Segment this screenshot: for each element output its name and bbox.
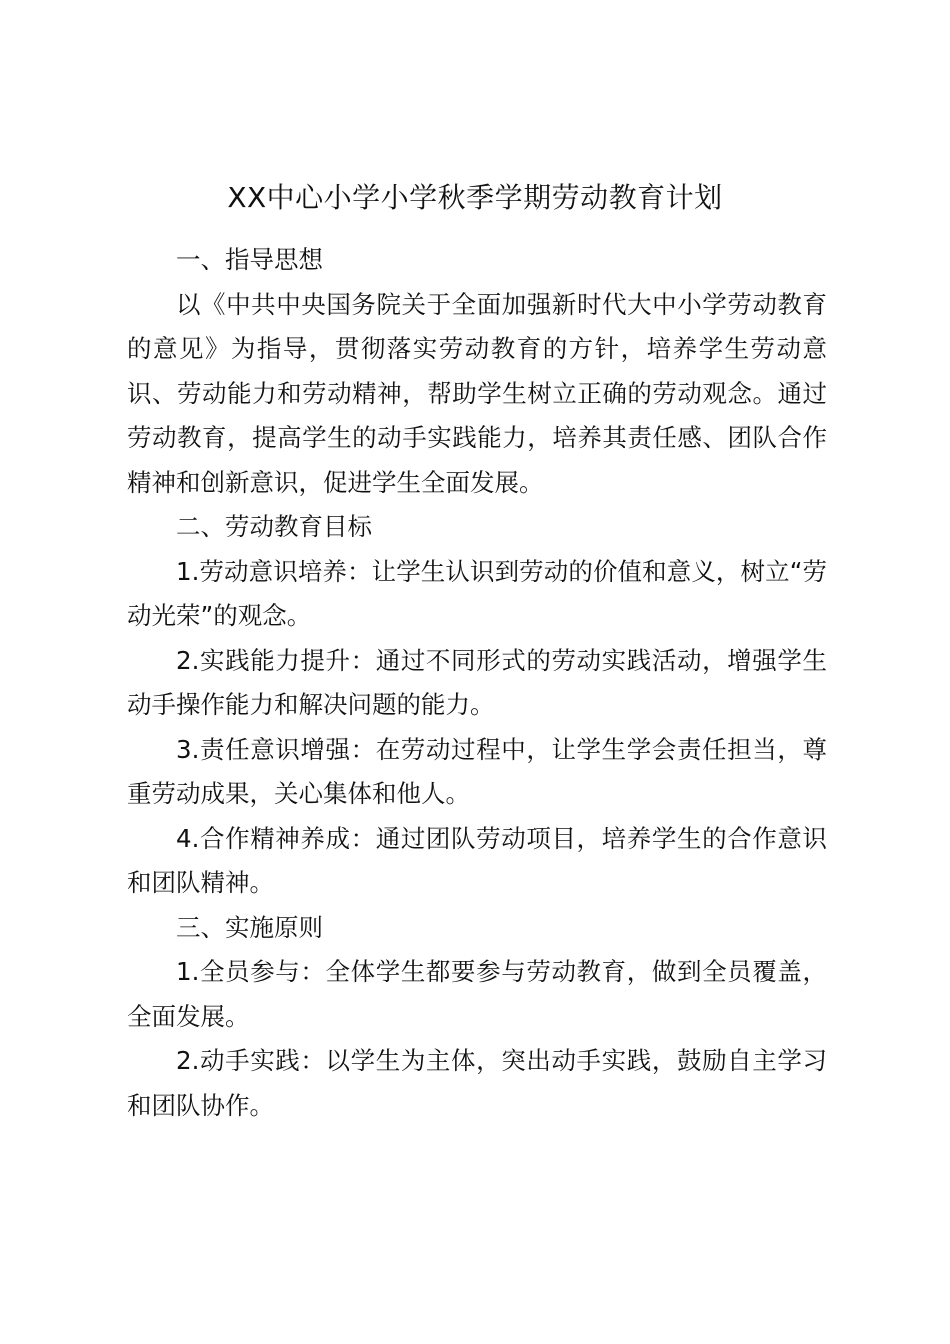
section-heading-goals: 二、劳动教育目标 [176,512,372,541]
section-heading-principles: 三、实施原则 [176,912,323,942]
goal-item-3: 3.责任意识增强：在劳动过程中，让学生学会责任担当，尊重劳动成果，关心集体和他人。 [127,734,827,808]
goal-item-2: 2.实践能力提升：通过不同形式的劳动实践活动，增强学生动手操作能力和解决问题的能力。 [127,645,827,719]
document-title: XX中心小学小学秋季学期劳动教育计划 [227,181,723,214]
principle-item-2: 2.动手实践：以学生为主体，突出动手实践，鼓励自主学习和团队协作。 [127,1046,827,1120]
goal-item-1: 1.劳动意识培养：让学生认识到劳动的价值和意义，树立“劳动光荣”的观念。 [127,556,827,630]
goal-item-4: 4.合作精神养成：通过团队劳动项目，培养学生的合作意识和团队精神。 [127,823,827,897]
guiding-thought-paragraph: 以《中共中央国务院关于全面加强新时代大中小学劳动教育的意见》为指导，贯彻落实劳动教育的方针，培养学生劳动意识、劳动能力和劳动精神，帮助学生树立正确的劳动观念。通过劳动教育，提高学生的动手实践能力，培养其责任感、团队合作精神和创新意识，促进学生全面发展。 [127,289,827,497]
section-heading-guiding-thought: 一、指导思想 [176,245,323,274]
document-body [127,238,827,1128]
principle-item-1: 1.全员参与：全体学生都要参与劳动教育，做到全员覆盖，全面发展。 [127,957,827,1031]
